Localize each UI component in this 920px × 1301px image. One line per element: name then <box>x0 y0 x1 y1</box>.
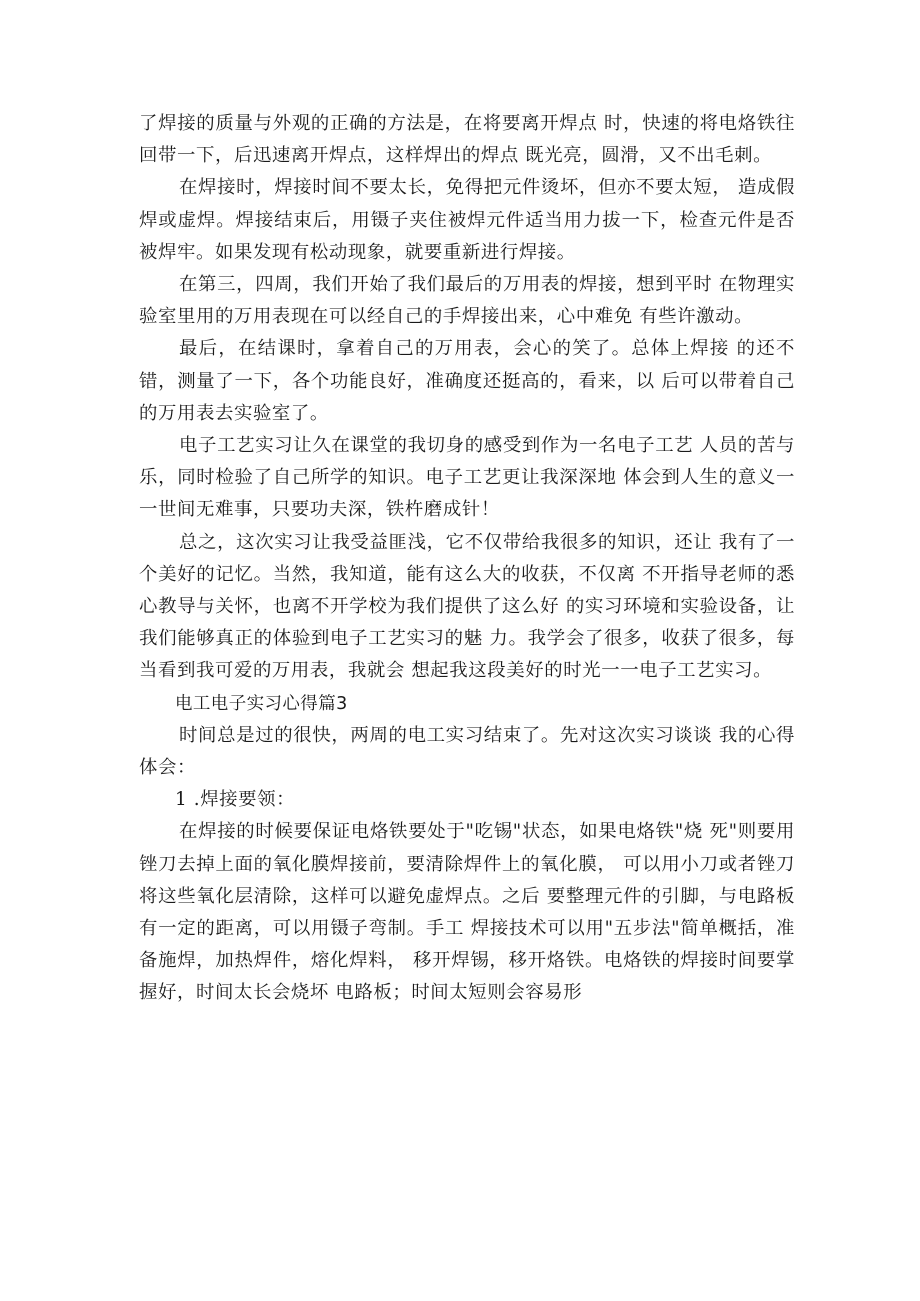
paragraph-intro: 时间总是过的很快，两周的电工实习结束了。先对这次实习谈谈 我的心得体会： <box>139 724 795 779</box>
paragraph-course-end: 最后，在结课时，拿着自己的万用表，会心的笑了。总体上焊接 的还不错，测量了一下，各个功能良好，准确度还挺高的，看来，以 后可以带着自己的万用表去实验室了。 <box>139 338 795 424</box>
paragraph-continued: 了焊接的质量与外观的正确的方法是，在将要离开焊点 时，快速的将电烙铁往回带一下，后迅速离开焊点，这样焊出的焊点 既光亮，圆滑，又不出毛刺。 <box>139 113 795 167</box>
section-heading: 电工电子实习心得篇3 <box>175 693 348 714</box>
paragraph-electronic-craft: 电子工艺实习让久在课堂的我切身的感受到作为一名电子工艺 人员的苦与乐，同时检验了自己所学的知识。电子工艺更让我深深地 体会到人生的意义一一世间无难事，只要功夫深，铁杵磨成针！ <box>139 435 795 521</box>
paragraph-welding-time: 在焊接时，焊接时间不要太长，免得把元件烫坏，但亦不要太短， 造成假焊或虚焊。焊接结束后，用镊子夹住被焊元件适当用力拔一下，检查元件是否被焊牢。如果发现有松动现象，就要重新进行焊接。 <box>139 177 795 263</box>
paragraph-summary: 总之，这次实习让我受益匪浅，它不仅带给我很多的知识，还让 我有了一个美好的记忆。当然，我知道，能有这么大的收获，不仅离 不开指导老师的悉心教导与关怀，也离不开学校为我们提供了这么好 的实习环境和实验设备，让我们能够真正的体验到电子工艺实习的魅 力。我学会了很多，收获了很多，每当看到我可爱的万用表，我就会 想起我这段美好的时光一一电子工艺实习。 <box>139 531 795 682</box>
list-item-welding-essentials: 1 .焊接要领： <box>175 789 296 811</box>
paragraph-multimeter-welding: 在第三，四周，我们开始了我们最后的万用表的焊接，想到平时 在物理实验室里用的万用表现在可以经自己的手焊接出来，心中难免 有些许激动。 <box>139 274 795 328</box>
document-body <box>139 108 795 1010</box>
paragraph-welding-guidance: 在焊接的时候要保证电烙铁要处于"吃锡"状态，如果电烙铁"烧 死"则要用锉刀去掉上面的氧化膜焊接前，要清除焊件上的氧化膜， 可以用小刀或者锉刀将这些氧化层清除，这样可以避免虚焊点。之后 要整理元件的引脚，与电路板有一定的距离，可以用镊子弯制。手工 焊接技术可以用"五步法"简单概括，准备施焊，加热焊件，熔化焊料， 移开焊锡，移开烙铁。电烙铁的焊接时间要掌握好，时间太长会烧坏 电路板；时间太短则会容易形 <box>139 821 795 1004</box>
